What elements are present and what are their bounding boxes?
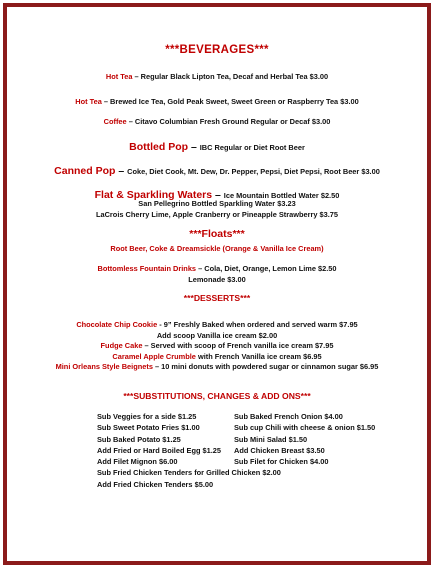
fudge-item <box>7 341 427 350</box>
item-name: Chocolate Chip Cookie <box>76 320 158 329</box>
item-desc: – Brewed Ice Tea, Gold Peak Sweet, Sweet Green or Raspberry Tea $3.00 <box>101 97 359 106</box>
list-item: Add Filet Mignon $6.00 <box>97 457 178 467</box>
cookie-item <box>7 320 427 329</box>
substitutions-title: ***SUBSTITUTIONS, CHANGES & ADD ONS*** <box>123 391 311 401</box>
iced-tea-item <box>7 97 427 106</box>
item-desc: Ice Mountain Bottled Water $2.50 <box>223 191 340 200</box>
item-name: Canned Pop <box>54 165 116 177</box>
item-desc: – 10 mini donuts with powdered sugar or cinnamon sugar $6.95 <box>152 362 379 371</box>
list-item: Add Fried Chicken Tenders $5.00 <box>97 479 214 489</box>
item-name: Hot Tea <box>105 72 133 81</box>
desserts-title: ***DESSERTS*** <box>183 293 251 303</box>
list-item: Add Fried or Hard Boiled Egg $1.25 <box>97 445 222 455</box>
substitutions-right-column <box>234 411 375 467</box>
hot-tea-item <box>7 72 427 81</box>
fountain-item <box>7 264 427 273</box>
floats-title: ***Floats*** <box>189 228 245 240</box>
item-desc: - 9” Freshly Baked when ordered and served warm $7.95 <box>157 320 358 329</box>
list-item: Sub Sweet Potato Fries $1.00 <box>97 423 200 433</box>
list-item: Sub cup Chili with cheese & onion $1.50 <box>234 423 376 433</box>
item-desc: – Regular Black Lipton Tea, Decaf and Herbal Tea $3.00 <box>132 72 329 81</box>
cookie-addon: Add scoop Vanilla ice cream $2.00 <box>156 331 278 340</box>
item-name: Caramel Apple Crumble <box>112 352 196 361</box>
item-name: Bottled Pop <box>129 141 189 153</box>
waters-line-2: San Pellegrino Bottled Sparkling Water $3.23 <box>138 199 296 208</box>
list-item: Sub Fried Chicken Tenders for Grilled Chicken $2.00 <box>97 468 281 478</box>
floats-desc: Root Beer, Coke & Dreamsickle (Orange & Vanilla Ice Cream) <box>110 244 324 253</box>
item-desc: IBC Regular or Diet Root Beer <box>199 143 305 152</box>
waters-line-3: LaCrois Cherry Lime, Apple Cranberry or Pineapple Strawberry $3.75 <box>95 210 339 219</box>
fountain-line-2: Lemonade $3.00 <box>188 275 246 284</box>
list-item: Sub Veggies for a side $1.25 <box>97 412 197 421</box>
item-desc: with French Vanilla ice cream $6.95 <box>195 352 322 361</box>
item-name: Fudge Cake <box>100 341 143 350</box>
item-desc: – Citavo Columbian Fresh Ground Regular or Decaf $3.00 <box>126 117 331 126</box>
coffee-item <box>7 117 427 126</box>
list-item: Sub Baked French Onion $4.00 <box>234 412 343 421</box>
item-dash: – <box>115 165 128 177</box>
crumble-item <box>7 352 427 361</box>
beverages-title: ***BEVERAGES*** <box>165 44 269 56</box>
list-item: Sub Baked Potato $1.25 <box>97 434 181 444</box>
list-item: Sub Mini Salad $1.50 <box>234 434 308 444</box>
item-name: Mini Orleans Style Beignets <box>55 362 153 371</box>
item-desc: – Served with scoop of French vanilla ice cream $7.95 <box>142 341 334 350</box>
list-item: Add Chicken Breast $3.50 <box>234 445 325 455</box>
beignets-item <box>7 362 427 371</box>
item-dash: – <box>188 141 200 153</box>
list-item: Sub Filet for Chicken $4.00 <box>234 457 329 467</box>
item-name: Hot Tea <box>75 97 102 106</box>
item-name: Flat & Sparkling Waters <box>94 189 213 201</box>
item-name: Coffee <box>103 117 127 126</box>
bottled-pop-item <box>7 137 427 155</box>
item-desc: Coke, Diet Cook, Mt. Dew, Dr. Pepper, Pepsi, Diet Pepsi, Root Beer $3.00 <box>127 167 380 176</box>
item-name: Bottomless Fountain Drinks <box>97 264 197 273</box>
canned-pop-item <box>7 161 427 179</box>
menu-page <box>3 3 431 565</box>
item-desc: – Cola, Diet, Orange, Lemon Lime $2.50 <box>196 264 337 273</box>
item-dash: – <box>212 189 224 201</box>
